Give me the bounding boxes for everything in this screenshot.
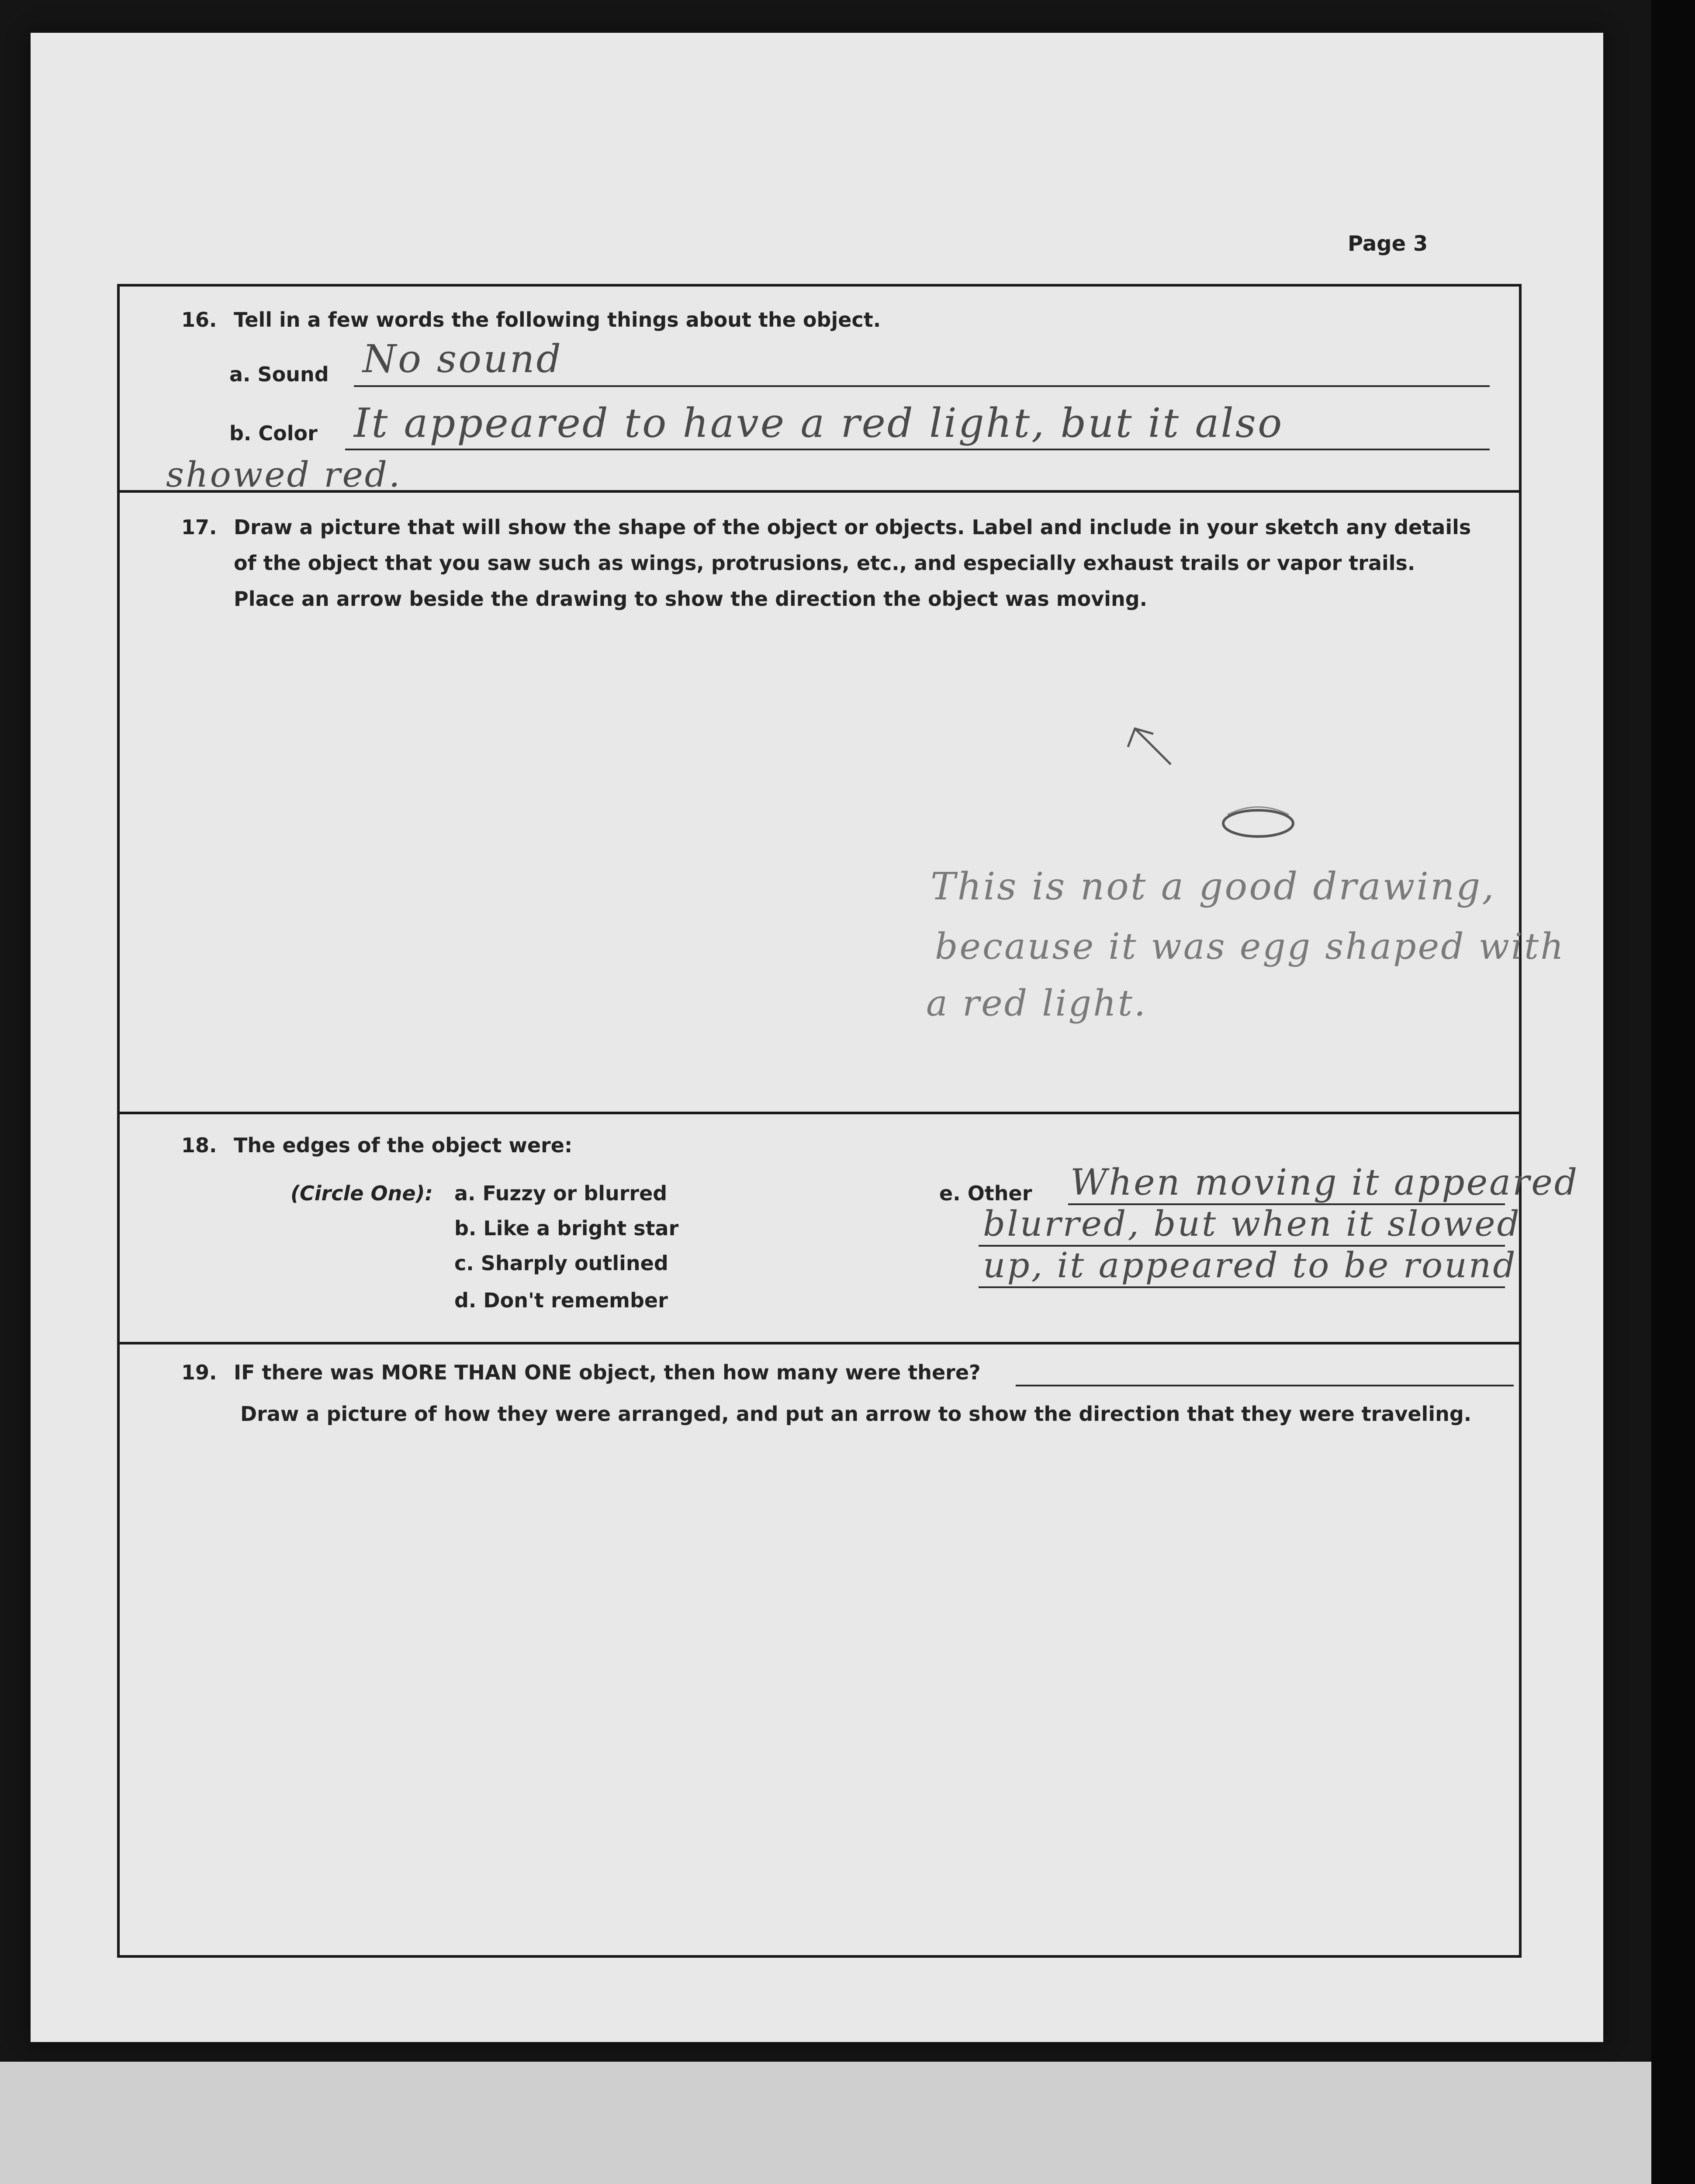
- film-edge: [1651, 0, 1695, 2184]
- egg-shaped-object: [1223, 807, 1293, 837]
- page-number: Page 3: [1348, 232, 1428, 256]
- sketch-note-line2: because it was egg shaped with: [935, 926, 1565, 968]
- question-17-line3: Place an arrow beside the drawing to show the direction the object was moving.: [234, 587, 1148, 611]
- sound-label: a. Sound: [229, 363, 329, 386]
- option-d[interactable]: d. Don't remember: [454, 1289, 668, 1312]
- question-18: [181, 1133, 572, 1157]
- color-answer-line1: It appeared to have a red light, but it also: [354, 400, 1284, 446]
- underlying-sheet: [0, 2062, 1695, 2184]
- color-answer-line: [345, 449, 1490, 450]
- sound-answer-line: [354, 385, 1490, 387]
- question-17-line1: Draw a picture that will show the shape of the object or objects. Label and include in your sketch any details: [234, 515, 1471, 539]
- question-number: 18.: [181, 1133, 217, 1157]
- count-answer-line: [1016, 1385, 1514, 1386]
- question-18-prompt: The edges of the object were:: [234, 1133, 573, 1157]
- arrow-icon: [1128, 729, 1171, 764]
- color-label: b. Color: [229, 422, 318, 445]
- option-b[interactable]: b. Like a bright star: [454, 1216, 679, 1240]
- question-number: 19.: [181, 1361, 217, 1384]
- option-a[interactable]: a. Fuzzy or blurred: [454, 1182, 668, 1205]
- other-answer-line1: When moving it appeared: [1070, 1162, 1579, 1203]
- other-answer-line2: blurred, but when it slowed: [983, 1203, 1521, 1244]
- question-17: [181, 515, 1471, 539]
- option-c[interactable]: c. Sharply outlined: [454, 1251, 668, 1275]
- other-answer-line3: up, it appeared to be round: [983, 1245, 1517, 1286]
- option-e-other[interactable]: e. Other: [939, 1182, 1032, 1205]
- divider-17-18: [117, 1112, 1522, 1114]
- question-19-prompt: IF there was MORE THAN ONE object, then how many were there?: [234, 1361, 981, 1384]
- sound-answer: No sound: [363, 336, 563, 381]
- sketch-note-line1: This is not a good drawing,: [931, 865, 1496, 909]
- question-19-instruction: Draw a picture of how they were arranged, and put an arrow to show the direction that they were traveling.: [240, 1402, 1472, 1426]
- question-number: 17.: [181, 515, 217, 539]
- sketch-note-line3: a red light.: [926, 983, 1148, 1024]
- question-17-line2: of the object that you saw such as wings, protrusions, etc., and especially exhaust trails or vapor trails.: [234, 551, 1415, 575]
- question-16-prompt: Tell in a few words the following things about the object.: [234, 308, 881, 332]
- circle-one-instruction: (Circle One):: [291, 1182, 433, 1205]
- question-16: [181, 308, 881, 332]
- other-line-3: [979, 1286, 1505, 1288]
- divider-18-19: [117, 1342, 1522, 1344]
- object-sketch: [1110, 716, 1311, 856]
- question-19: [181, 1361, 981, 1384]
- question-number: 16.: [181, 308, 217, 332]
- color-answer-line2: showed red.: [166, 454, 402, 495]
